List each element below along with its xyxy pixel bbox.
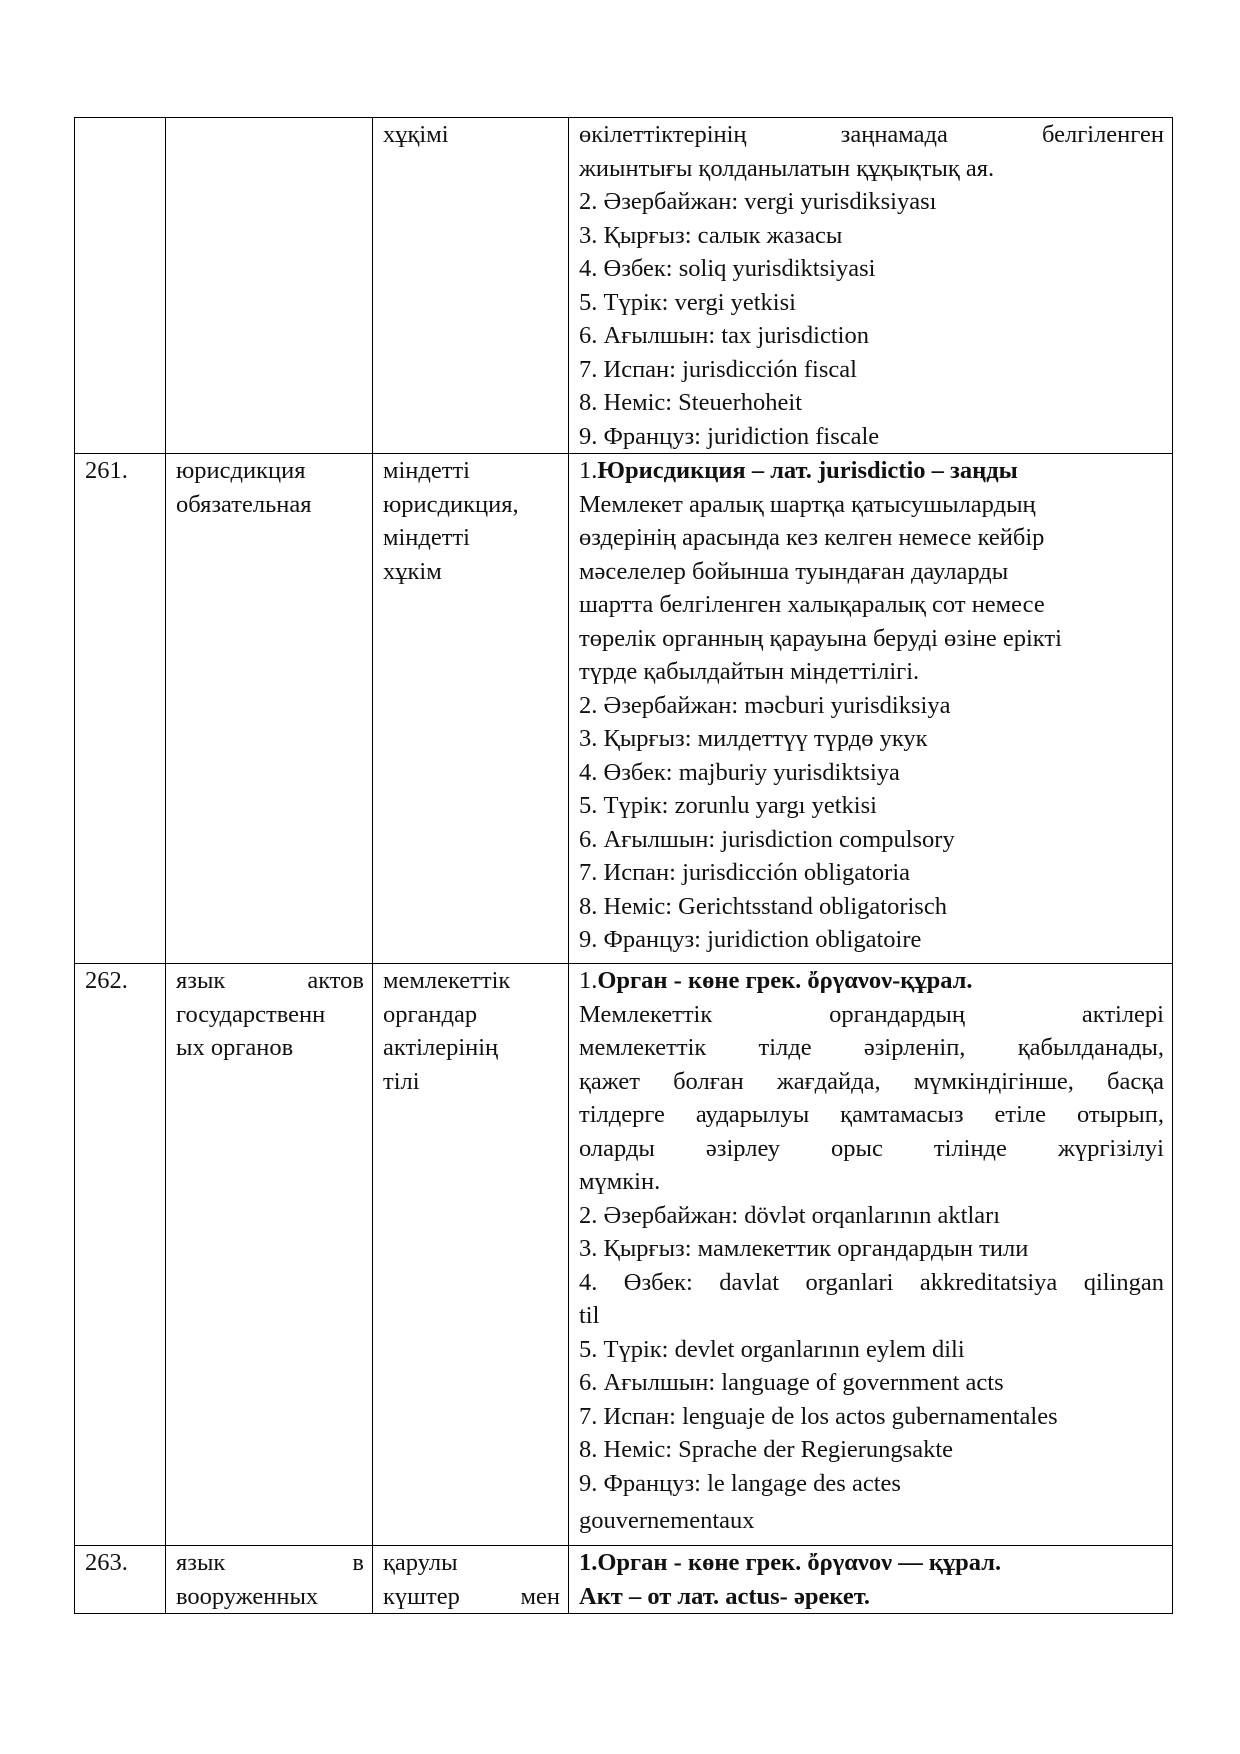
translation-line: 8. Неміс: Sprache der Regierungsakte xyxy=(579,1436,954,1463)
translation-line: 5. Түрік: devlet organlarının eylem dili xyxy=(579,1335,965,1363)
definition-line: түрде қабылдайтын міндеттілігі. xyxy=(579,658,920,685)
translation-line: 7. Испан: jurisdicción obligatoria xyxy=(579,859,911,886)
translation-line: 5. Түрік: vergi yetkisi xyxy=(579,288,796,316)
definition-line: оларды әзірлеу орыс тілінде жүргізілуі xyxy=(579,1134,1164,1162)
definition-line: шартта белгіленген халықаралық сот немесе xyxy=(579,591,1045,618)
definition-line: өздерінің арасында кез келген немесе кейбір xyxy=(579,524,1045,551)
definition-line: төрелік органның қарауына беруді өзіне ерікті xyxy=(579,624,1062,652)
definition-line: мемлекеттік тілде әзірленіп, қабылданады, xyxy=(579,1034,1164,1061)
translation-line: 6. Ағылшын: jurisdiction compulsory xyxy=(579,825,955,853)
term-heading: 1.Орган - көне грек. ὄργανον-құрал. xyxy=(579,967,973,994)
definition-line: жиынтығы қолданылатын құқықтық ая. xyxy=(579,154,995,182)
translation-line: 9. Француз: juridiction obligatoire xyxy=(579,926,922,953)
definition-line: Мемлекеттік органдардың актілері xyxy=(579,1000,1164,1028)
dictionary-table xyxy=(74,117,1173,1614)
translation-line: 6. Ағылшын: language of government acts xyxy=(579,1369,1004,1396)
table-row xyxy=(75,1546,1173,1614)
entry-number xyxy=(75,118,166,454)
russian-term: язык в вооруженных xyxy=(166,1546,373,1614)
translation-line: 4. Өзбек: soliq yurisdiktsiyasi xyxy=(579,255,876,282)
russian-term xyxy=(166,118,373,454)
kazakh-term: хұқімі xyxy=(373,118,569,454)
term-heading: 1.Юрисдикция – лат. jurisdictio – заңды xyxy=(579,457,1018,484)
translation-line: 6. Ағылшын: tax jurisdiction xyxy=(579,322,869,349)
definition-line: мәселелер бойынша туындаған дауларды xyxy=(579,557,1009,585)
kazakh-term: міндетті юрисдикция, міндетті хұкім xyxy=(373,454,569,964)
definition-line: Мемлекет аралық шартқа қатысушылардың xyxy=(579,490,1036,518)
translation-line: 7. Испан: lenguaje de los actos gubernamentales xyxy=(579,1402,1058,1430)
table-row xyxy=(75,964,1173,1546)
term-heading: 1.Орган - көне грек. ὄργανον — құрал. xyxy=(579,1549,1002,1576)
translation-line: 2. Әзербайжан: dövlət orqanlarının aktları xyxy=(579,1201,1001,1229)
translation-line: 2. Әзербайжан: məcburi yurisdiksiya xyxy=(579,691,951,719)
definition-cell xyxy=(569,1546,1173,1614)
definition-line: қажет болған жағдайда, мүмкіндігінше, басқа xyxy=(579,1067,1164,1095)
russian-term: юрисдикция обязательная xyxy=(166,454,373,964)
translation-line: til xyxy=(579,1302,600,1329)
term-heading: Акт – от лат. actus- әрекет. xyxy=(579,1582,871,1610)
translation-line: 4. Өзбек: majburiy yurisdiktsiya xyxy=(579,758,900,786)
definition-line: өкілеттіктерінің заңнамада белгіленген xyxy=(579,121,1164,148)
entry-number: 261. xyxy=(75,454,166,964)
kazakh-term: қарулы күштер мен xyxy=(373,1546,569,1614)
definition-cell xyxy=(569,118,1173,454)
table-row xyxy=(75,118,1173,454)
definition-line: тілдерге аударылуы қамтамасыз етіле отырып, xyxy=(579,1101,1164,1128)
russian-term: язык актов государственн ых органов xyxy=(166,964,373,1546)
translation-line: 7. Испан: jurisdicción fiscal xyxy=(579,355,857,383)
translation-line: 5. Түрік: zorunlu yargı yetkisi xyxy=(579,792,877,819)
entry-number: 263. xyxy=(75,1546,166,1614)
translation-line: 9. Француз: juridiction fiscale xyxy=(579,422,880,450)
entry-number: 262. xyxy=(75,964,166,1546)
translation-line: 2. Әзербайжан: vergi yurisdiksiyası xyxy=(579,188,937,215)
definition-line: мүмкін. xyxy=(579,1168,661,1195)
translation-line: 3. Қырғыз: мамлекеттик органдардын тили xyxy=(579,1235,1029,1262)
table-row xyxy=(75,454,1173,964)
translation-line: 3. Қырғыз: салык жазасы xyxy=(579,221,843,249)
translation-line: 8. Неміс: Steuerhoheit xyxy=(579,389,803,416)
translation-line: gouvernementaux xyxy=(579,1507,755,1534)
translation-line: 9. Француз: le langage des actes xyxy=(579,1469,901,1497)
definition-cell xyxy=(569,964,1173,1546)
translation-line: 3. Қырғыз: милдеттүү түрдө укук xyxy=(579,725,928,752)
translation-line: 8. Неміс: Gerichtsstand obligatorisch xyxy=(579,892,947,920)
definition-cell xyxy=(569,454,1173,964)
translation-line: 4. Өзбек: davlat organlari akkreditatsiya qilingan xyxy=(579,1268,1164,1296)
kazakh-term: мемлекеттік органдар актілерінің тілі xyxy=(373,964,569,1546)
